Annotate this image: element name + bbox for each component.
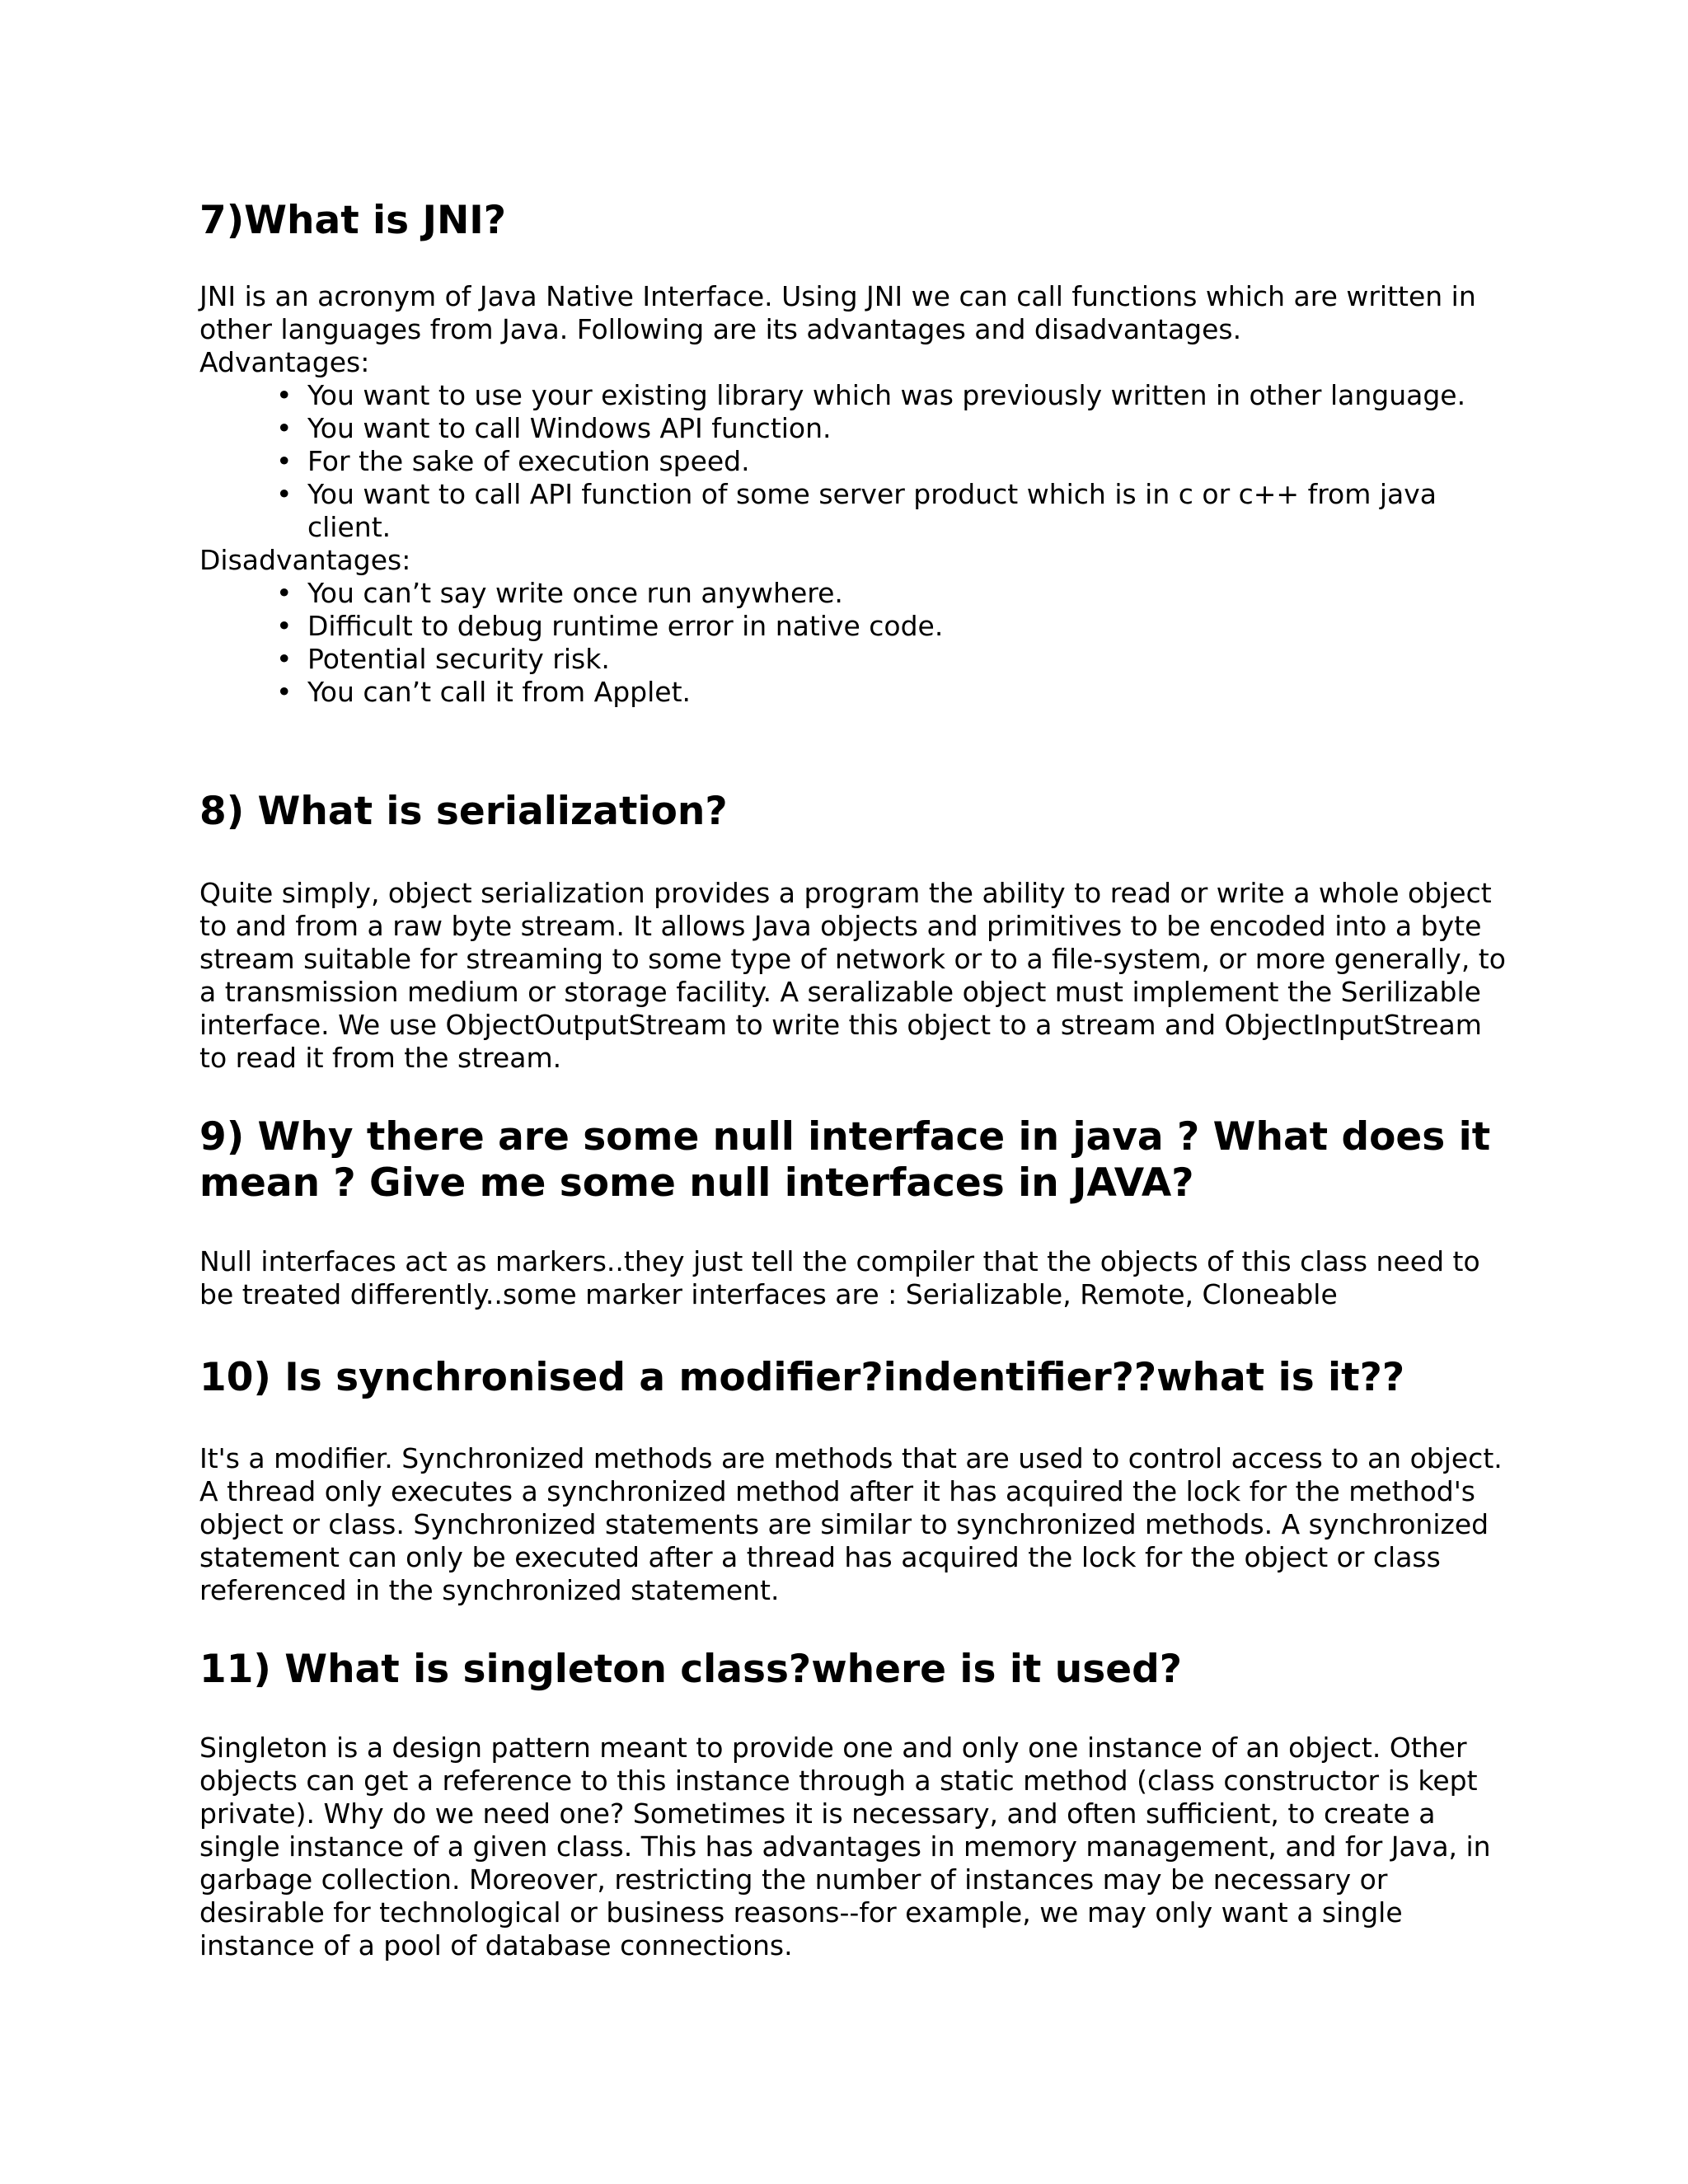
- null-interfaces-paragraph: Null interfaces act as markers..they just tell the compiler that the objects of this class need to be treated differently..some marker interfaces are : Serializable, Remote, Cloneable: [199, 1245, 1480, 1310]
- list-item: • You can’t call it from Applet.: [276, 676, 692, 708]
- list-item: • You can’t say write once run anywhere.: [276, 577, 843, 609]
- bullet-icon: •: [276, 676, 293, 708]
- list-item: • For the sake of execution speed.: [276, 445, 750, 477]
- serialization-paragraph: Quite simply, object serialization provides a program the ability to read or write a whole object to and from a raw byte stream. It allows Java objects and primitives to be encoded into a byte stream suitable for streaming to some type of network or to a file-system, or more generally, to a transmission medium or storage facility. A seralizable object must implement the Serilizable interface. We use ObjectOutputStream to write this object to a stream and ObjectInputStream to read it from the stream.: [199, 877, 1506, 1074]
- section-jni: [199, 198, 1506, 709]
- section-heading-synchronised: 10) Is synchronised a modifier?indentifier??what is it??: [199, 1355, 1405, 1400]
- section-heading-serialization: 8) What is serialization?: [199, 789, 728, 834]
- disadvantages-list: [199, 577, 1506, 709]
- bullet-icon: •: [276, 412, 293, 444]
- synchronised-paragraph: It's a modifier. Synchronized methods are methods that are used to control access to an object. A thread only executes a synchronized method after it has acquired the lock for the method's object or class. Synchronized statements are similar to synchronized methods. A synchronized statement can only be executed after a thread has acquired the lock for the object or class referenced in the synchronized statement.: [199, 1442, 1503, 1606]
- section-synchronised: [199, 1355, 1506, 1607]
- section-null-interfaces: [199, 1114, 1506, 1311]
- singleton-paragraph: Singleton is a design pattern meant to provide one and only one instance of an object. Other objects can get a reference to this instance through a static method (class constructor is kept private). Why do we need one? Sometimes it is necessary, and often sufficient, to create a single instance of a given class. This has advantages in memory management, and for Java, in garbage collection. Moreover, restricting the number of instances may be necessary or desirable for technological or business reasons--for example, we may only want a single instance of a pool of database connections.: [199, 1732, 1491, 1961]
- bullet-icon: •: [276, 445, 293, 477]
- section-singleton: [199, 1647, 1506, 1962]
- bullet-icon: •: [276, 379, 293, 411]
- advantages-list: [199, 379, 1506, 544]
- section-serialization: [199, 789, 1506, 1075]
- bullet-icon: •: [276, 610, 293, 642]
- list-item: • You want to call Windows API function.: [276, 412, 832, 444]
- list-item: • Potential security risk.: [276, 643, 610, 675]
- list-item: • Difficult to debug runtime error in native code.: [276, 610, 944, 642]
- list-item: • You want to call API function of some server product which is in c or c++ from java client.: [276, 478, 1437, 543]
- bullet-icon: •: [276, 478, 293, 510]
- disadvantages-label: Disadvantages:: [199, 544, 411, 576]
- bullet-icon: •: [276, 643, 293, 675]
- bullet-icon: •: [276, 577, 293, 609]
- jni-intro-paragraph: JNI is an acronym of Java Native Interface. Using JNI we can call functions which are written in other languages from Java. Following are its advantages and disadvantages.: [199, 280, 1476, 345]
- advantages-label: Advantages:: [199, 346, 370, 378]
- section-heading-singleton: 11) What is singleton class?where is it used?: [199, 1647, 1182, 1692]
- section-heading-null-interfaces: 9) Why there are some null interface in java ? What does it mean ? Give me some null interfaces in JAVA?: [199, 1114, 1491, 1206]
- section-heading-jni: 7)What is JNI?: [199, 198, 507, 243]
- list-item: • You want to use your existing library which was previously written in other language.: [276, 379, 1466, 411]
